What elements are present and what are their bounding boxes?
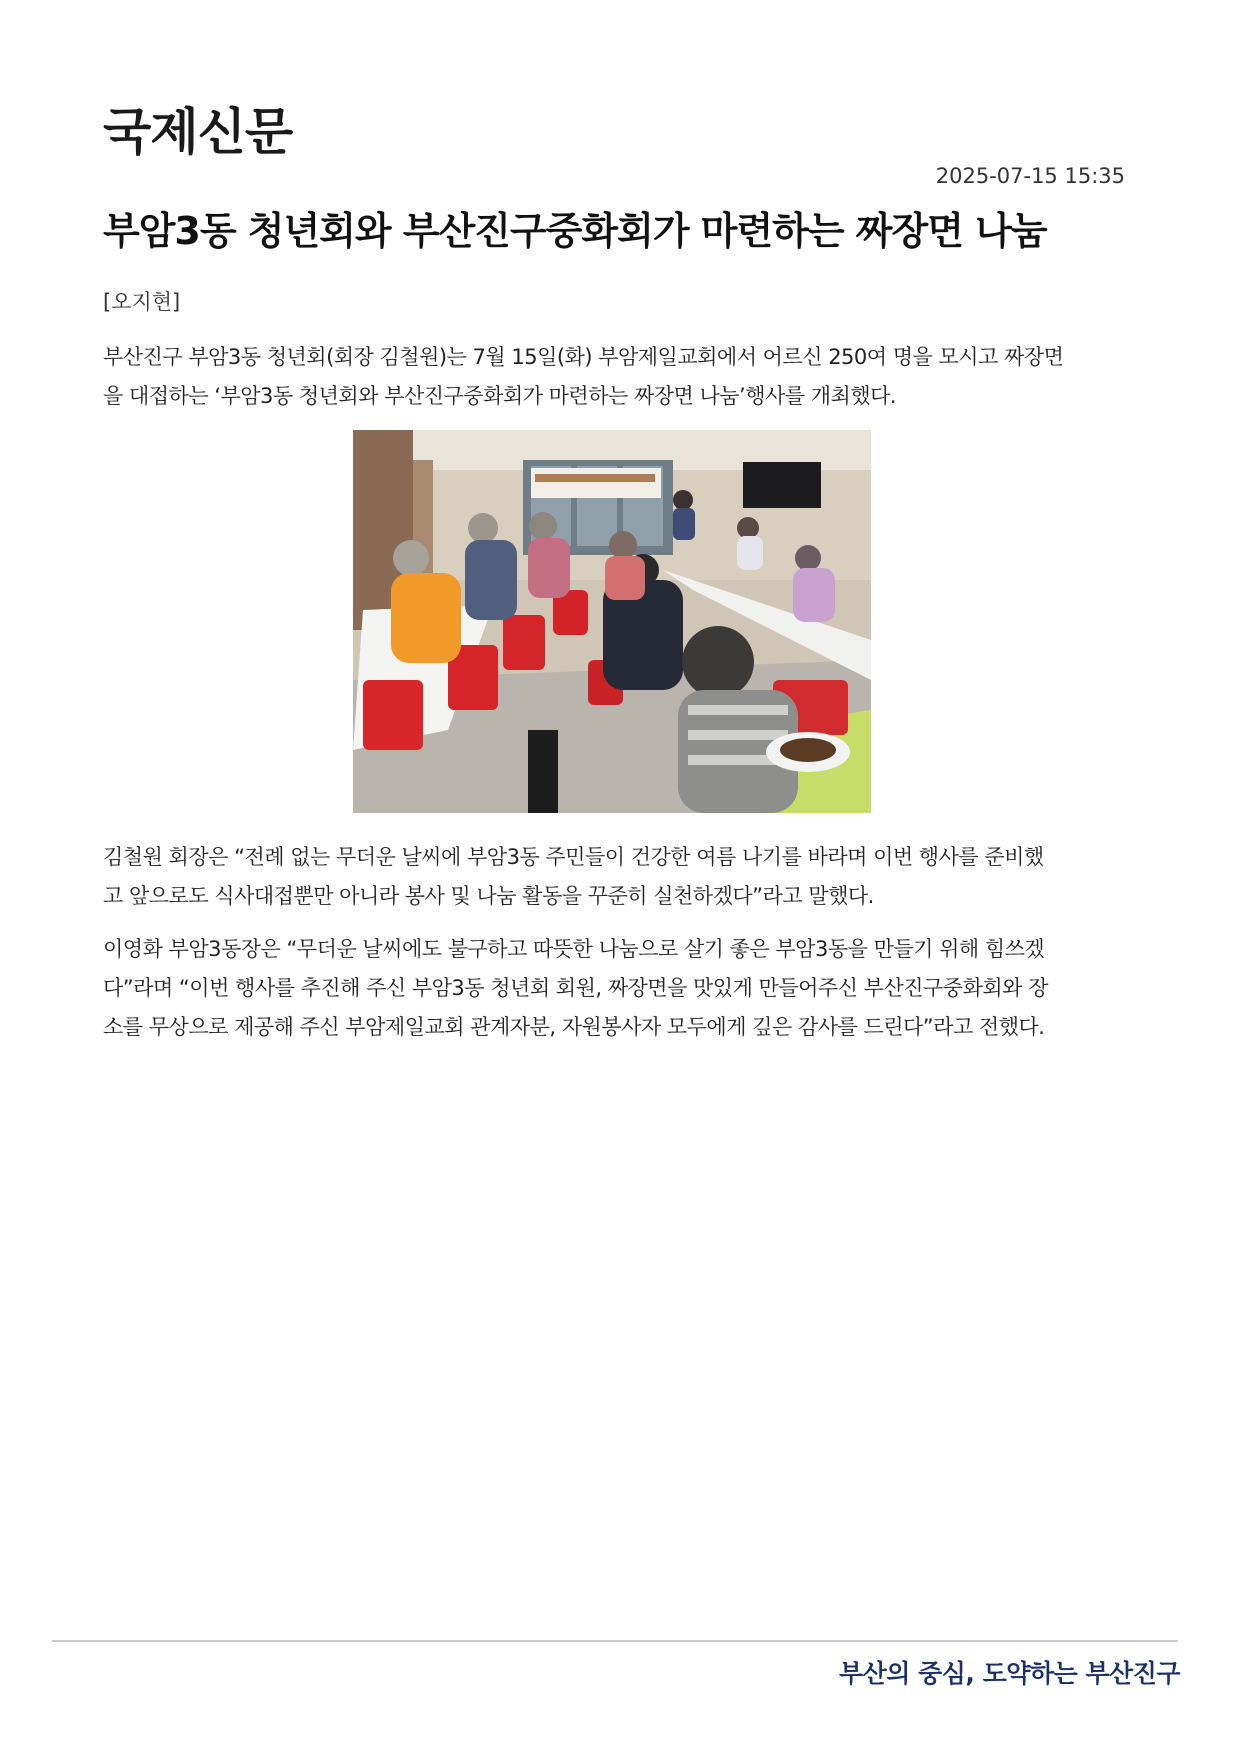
paragraph-line: 이영화 부암3동장은 “무더운 날씨에도 불구하고 따뜻한 나눔으로 살기 좋은 부암3동을 만들기 위해 힘쓰겠	[103, 937, 1045, 961]
paragraph-line: 김철원 회장은 “전례 없는 무더운 날씨에 부암3동 주민들이 건강한 여름 나기를 바라며 이번 행사를 준비했	[103, 845, 1044, 869]
article-paragraph-2	[103, 838, 1123, 916]
paragraph-line: 소를 무상으로 제공해 주신 부암제일교회 관계자분, 자원봉사자 모두에게 깊은 감사를 드린다”라고 전했다.	[103, 1015, 1045, 1039]
article-paragraph-3	[103, 930, 1123, 1047]
article-headline: 부암3동 청년회와 부산진구중화회가 마련하는 짜장면 나눔	[103, 209, 1047, 253]
newspaper-logo: 국제신문	[103, 103, 293, 161]
article-paragraph-1	[103, 338, 1123, 416]
paragraph-line: 을 대접하는 ‘부암3동 청년회와 부산진구중화회가 마련하는 짜장면 나눔’행사를 개최했다.	[103, 384, 897, 408]
footer-divider	[52, 1640, 1178, 1642]
article-photo	[353, 430, 871, 813]
paragraph-line: 다”라며 “이번 행사를 추진해 주신 부암3동 청년회 회원, 짜장면을 맛있게 만들어주신 부산진구중화회와 장	[103, 976, 1048, 1000]
footer-slogan: 부산의 중심, 도약하는 부산진구	[838, 1659, 1180, 1688]
article-byline: [오지현]	[103, 290, 181, 314]
paragraph-line: 고 앞으로도 식사대접뿐만 아니라 봉사 및 나눔 활동을 꾸준히 실천하겠다”라고 말했다.	[103, 884, 874, 908]
publish-datetime: 2025-07-15 15:35	[935, 164, 1125, 188]
paragraph-line: 부산진구 부암3동 청년회(회장 김철원)는 7월 15일(화) 부암제일교회에서 어르신 250여 명을 모시고 짜장면	[103, 345, 1064, 369]
